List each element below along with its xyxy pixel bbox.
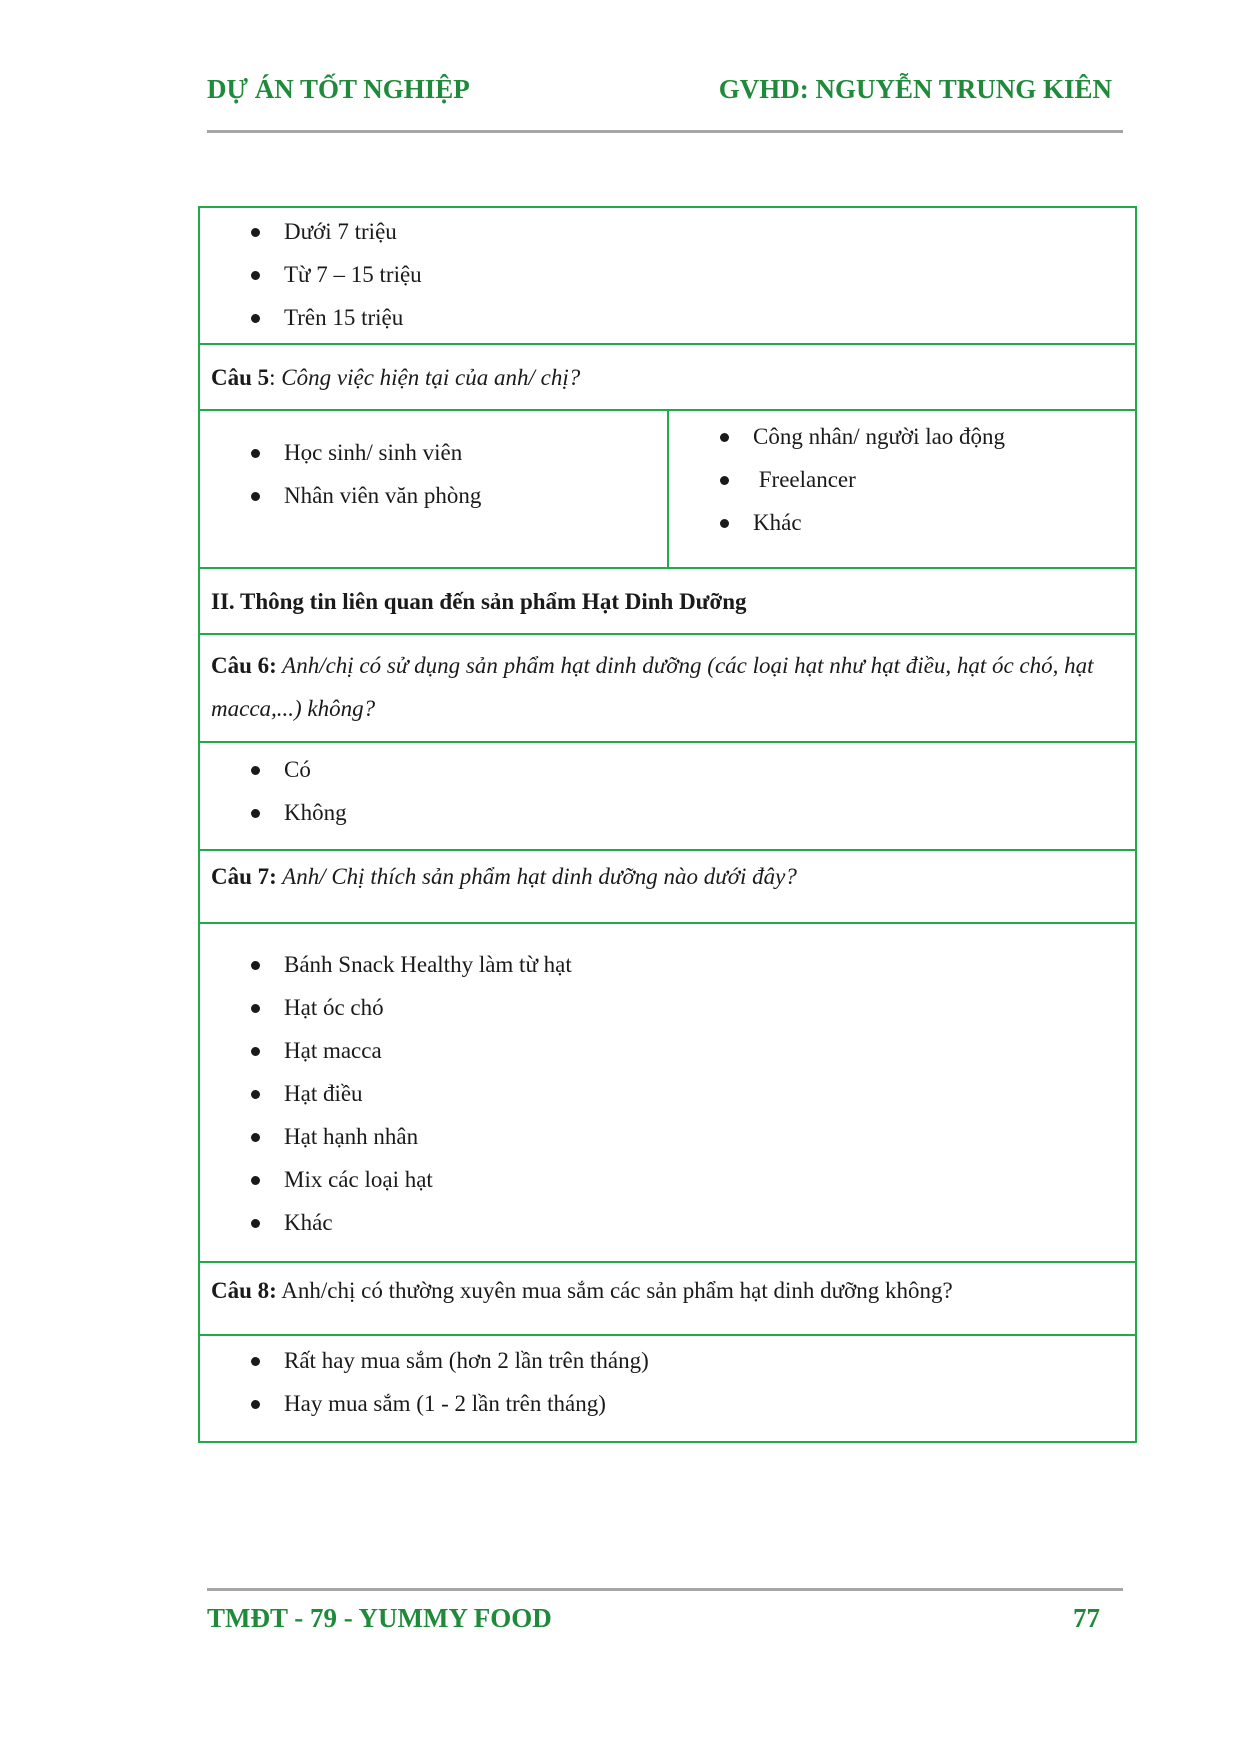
list-item: Học sinh/ sinh viên	[200, 431, 667, 474]
question-7-options-row	[200, 922, 1135, 1261]
question-8-text: Anh/chị có thường xuyên mua sắm các sản phẩm hạt dinh dưỡng không?	[276, 1278, 953, 1303]
question-8-row	[200, 1261, 1135, 1334]
section-2-row	[200, 567, 1135, 633]
list-item: Hạt hạnh nhân	[200, 1115, 1135, 1158]
question-5-row	[200, 343, 1135, 409]
income-options-row	[200, 208, 1135, 343]
question-5-label: Câu 5	[211, 365, 270, 390]
question-6	[200, 635, 1135, 730]
question-5-options-right	[669, 411, 1135, 567]
section-2-title: II. Thông tin liên quan đến sản phẩm Hạt Dinh Dưỡng	[211, 589, 747, 614]
list-item: Công nhân/ người lao động	[669, 415, 1135, 458]
list-item: Hạt macca	[200, 1029, 1135, 1072]
question-6-options-list	[200, 743, 1135, 834]
question-7-options-list	[200, 924, 1135, 1244]
question-8-options-row	[200, 1334, 1135, 1441]
list-item: Hay mua sắm (1 - 2 lần trên tháng)	[200, 1382, 1135, 1425]
header-advisor: GVHD: NGUYỄN TRUNG KIÊN	[718, 74, 1112, 104]
survey-table	[198, 206, 1137, 1443]
list-item: Nhân viên văn phòng	[200, 474, 667, 517]
list-item: Freelancer	[669, 458, 1135, 501]
footer-divider	[207, 1588, 1123, 1591]
income-options-list	[200, 208, 1135, 339]
list-item: Từ 7 – 15 triệu	[200, 253, 1135, 296]
question-7-row	[200, 849, 1135, 922]
list-item: Mix các loại hạt	[200, 1158, 1135, 1201]
list-item: Không	[200, 791, 1135, 834]
list-item: Hạt óc chó	[200, 986, 1135, 1029]
question-8-options-list	[200, 1336, 1135, 1425]
question-5-options-left	[200, 411, 669, 567]
question-6-text: Anh/chị có sử dụng sản phẩm hạt dinh dưỡng (các loại hạt như hạt điều, hạt óc chó, hạt macca,...) không?	[211, 653, 1094, 721]
question-5-options-left-list	[200, 411, 667, 517]
header-divider	[207, 130, 1123, 133]
list-item: Dưới 7 triệu	[200, 210, 1135, 253]
list-item: Có	[200, 748, 1135, 791]
question-5	[200, 345, 1135, 399]
question-6-row	[200, 633, 1135, 741]
list-item: Rất hay mua sắm (hơn 2 lần trên tháng)	[200, 1339, 1135, 1382]
question-5-options-right-list	[669, 411, 1135, 544]
question-8-label: Câu 8:	[211, 1278, 277, 1303]
list-item: Khác	[200, 1201, 1135, 1244]
list-item: Hạt điều	[200, 1072, 1135, 1115]
question-5-separator: :	[269, 365, 282, 390]
question-7	[200, 851, 1135, 898]
header-project-title: DỰ ÁN TỐT NGHIỆP	[207, 74, 470, 104]
question-6-label: Câu 6:	[211, 653, 277, 678]
question-7-label: Câu 7:	[211, 864, 277, 889]
list-item: Trên 15 triệu	[200, 296, 1135, 339]
question-8	[200, 1263, 1135, 1312]
page-number: 77	[1073, 1603, 1100, 1633]
question-5-text: Công việc hiện tại của anh/ chị?	[281, 365, 581, 390]
question-7-text: Anh/ Chị thích sản phẩm hạt dinh dưỡng nào dưới đây?	[276, 864, 797, 889]
list-item: Khác	[669, 501, 1135, 544]
question-5-options-row	[200, 409, 1135, 567]
list-item: Bánh Snack Healthy làm từ hạt	[200, 943, 1135, 986]
question-6-options-row	[200, 741, 1135, 849]
footer-team-name: TMĐT - 79 - YUMMY FOOD	[207, 1603, 552, 1633]
